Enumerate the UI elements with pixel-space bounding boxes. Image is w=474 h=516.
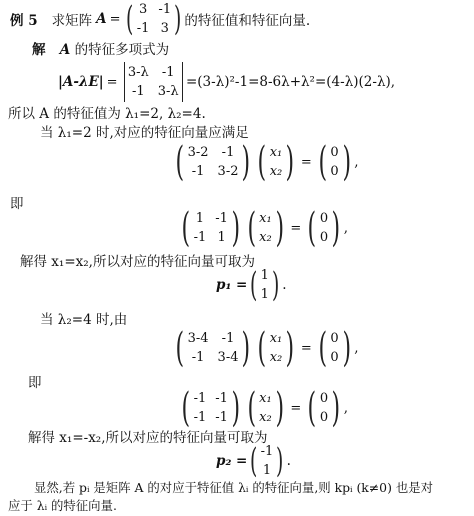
det-rhs: =(3-λ)²-1=8-6λ+λ²=(4-λ)(2-λ), [185,74,396,90]
matrix-eq2: 1 -1 -1 1 [193,211,228,245]
zero-vector-eq3: 0 0 [330,331,339,365]
det-matrix: 3-λ -1 -1 3-λ [127,65,179,99]
matrix-eq1: 3-2 -1 -1 3-2 [187,145,239,179]
matrix-a-symbol: A [96,11,107,27]
example-statement: 例 5 求矩阵 A = ( 3 -1 -1 3 ) 的特征值和特征向量. [10,0,311,39]
equation-3: ( 3-4 -1 -1 3-4 ) ( x₁ x₂ ) = ( 0 0 ) , [175,325,359,371]
vector-x-eq1: x₁ x₂ [269,145,283,179]
eigenvalues-statement: 所以 A 的特征值为 λ₁=2, λ₂=4. [8,106,206,122]
left-paren: ( [126,0,134,39]
eigenvector-p2: p₂ = ( -1 1 ) . [216,441,291,481]
det-bar-right [182,62,183,102]
eigenvector-p1: p₁ = ( 1 1 ) . [216,265,287,305]
equation-1: ( 3-2 -1 -1 3-2 ) ( x₁ x₂ ) = ( 0 0 ) , [175,139,359,185]
example-tag: 例 5 [10,13,38,29]
zero-vector-eq4: 0 0 [319,391,329,425]
ji-2: 即 [28,375,42,391]
remark-line-1: 显然,若 pᵢ 是矩阵 A 的对应于特征值 λᵢ 的特征向量,则 kpᵢ (k≠0) 也是对 [34,480,434,495]
ji-1: 即 [10,196,24,212]
example-tail: 的特征值和特征向量. [184,13,311,29]
zero-vector-eq1: 0 0 [330,145,339,179]
equation-2: ( 1 -1 -1 1 ) ( x₁ x₂ ) = ( 0 0 ) , [181,205,349,251]
matrix-eq4: -1 -1 -1 -1 [193,391,228,425]
case2-intro: 当 λ₂=4 时,由 [40,312,128,328]
characteristic-polynomial: |A-λE| = 3-λ -1 -1 3-λ =(3-λ)²-1=8-6λ+λ²=(4-λ)(2-λ), [58,62,395,102]
zero-vector-eq2: 0 0 [319,211,329,245]
matrix-eq3: 3-4 -1 -1 3-4 [187,331,239,365]
det-bar-left [124,62,125,102]
solution-intro: 解 A 的特征多项式为 [32,42,170,58]
equation-4: ( -1 -1 -1 -1 ) ( x₁ x₂ ) = ( 0 0 ) , [181,385,349,431]
case1-intro: 当 λ₁=2 时,对应的特征向量应满足 [40,125,249,141]
solution-2: 解得 x₁=-x₂,所以对应的特征向量可取为 [28,430,268,446]
vector-x-eq3: x₁ x₂ [269,331,283,365]
remark-line-2: 应于 λᵢ 的特征向量. [8,498,117,513]
vector-x-eq2: x₁ x₂ [259,211,272,245]
det-lhs: |A-λE| [58,74,104,90]
example-prompt: 求矩阵 [51,13,93,29]
right-paren: ) [174,0,182,39]
solution-1: 解得 x₁=x₂,所以对应的特征向量可取为 [20,254,255,270]
matrix-a: 3 -1 -1 3 [136,2,172,36]
vector-x-eq4: x₁ x₂ [259,391,272,425]
